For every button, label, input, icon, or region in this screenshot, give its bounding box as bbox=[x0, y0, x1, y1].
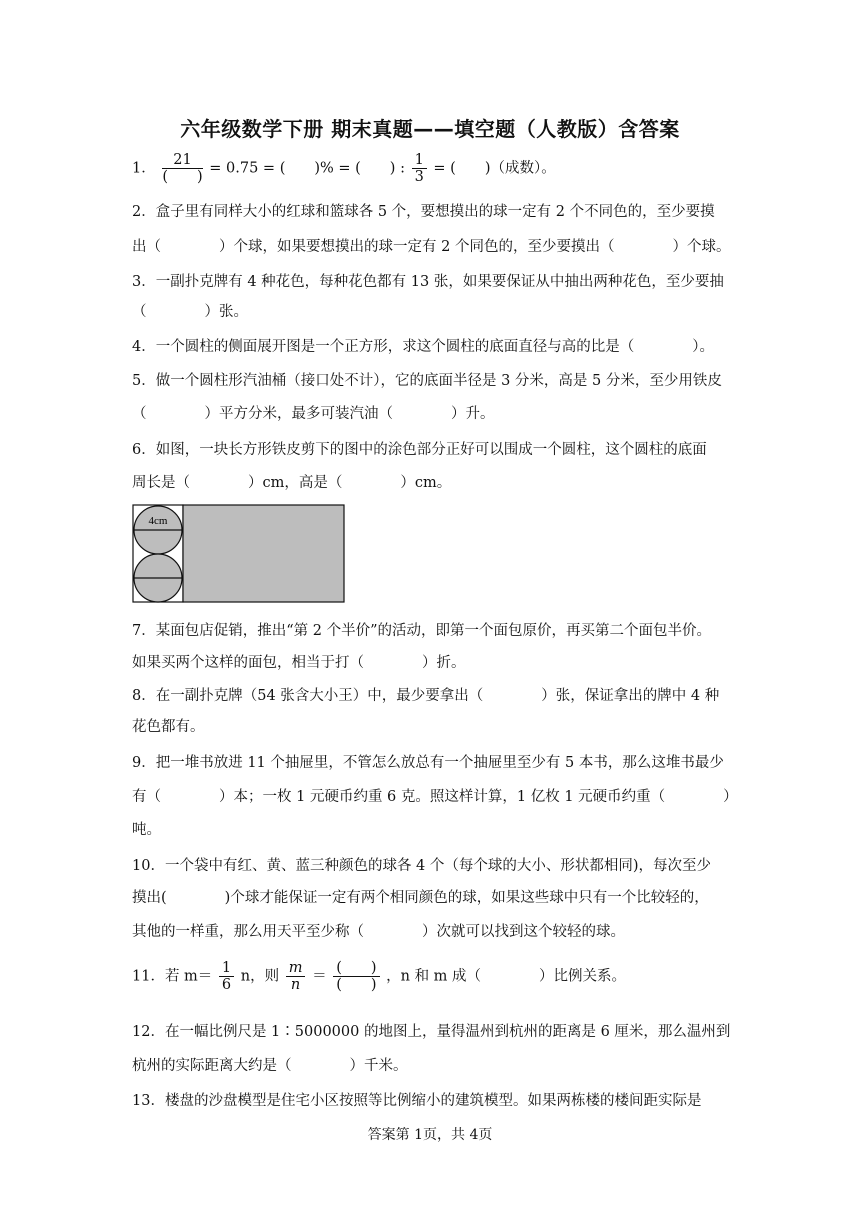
q1-fraction-2: $\frac{1}{3}$ bbox=[412, 152, 427, 185]
question-line: 周长是（ ）cm，高是（ ）cm。 bbox=[132, 475, 452, 491]
question-line: 4．一个圆柱的侧面展开图是一个正方形，求这个圆柱的底面直径与高的比是（ ）。 bbox=[132, 339, 714, 355]
cylinder-net-figure bbox=[132, 504, 346, 604]
question-line: 3．一副扑克牌有 4 种花色，每种花色都有 13 张，如果要保证从中抽出两种花色，至少要抽 bbox=[132, 274, 724, 290]
question-line: 8．在一副扑克牌（54 张含大小王）中，最少要拿出（ ）张，保证拿出的牌中 4 种 bbox=[132, 688, 720, 704]
question-line: 13．楼盘的沙盘模型是住宅小区按照等比例缩小的建筑模型。如果两栋楼的楼间距实际是 bbox=[132, 1093, 702, 1109]
q1-fraction: $\frac{21}{( )}$ bbox=[162, 152, 203, 185]
page-footer: 答案第 1页，共 4页 bbox=[367, 1127, 493, 1143]
diameter-label: 4cm bbox=[148, 515, 168, 527]
question-line: 10．一个袋中有红、黄、蓝三种颜色的球各 4 个（每个球的大小、形状都相同)，每次至少 bbox=[132, 858, 712, 874]
q1-equation-b: = ( )（成数）。 bbox=[433, 160, 556, 177]
question-line: 有（ ）本；一枚 1 元硬币约重 6 克。照这样计算，1 亿枚 1 元硬币约重（ ） bbox=[132, 789, 738, 805]
page-title: 六年级数学下册 期末真题——填空题（人教版）含答案 bbox=[180, 117, 680, 141]
rectangle-side bbox=[183, 505, 344, 602]
q1-number: 1． bbox=[132, 160, 156, 177]
question-line: 6．如图，一块长方形铁皮剪下的图中的涂色部分正好可以围成一个圆柱，这个圆柱的底面 bbox=[132, 442, 707, 458]
question-1 bbox=[132, 152, 556, 185]
question-line: 吨。 bbox=[132, 822, 161, 838]
question-line: 9．把一堆书放进 11 个抽屉里，不管怎么放总有一个抽屉里至少有 5 本书，那么这堆书最少 bbox=[132, 755, 724, 771]
question-line: （ ）张。 bbox=[132, 304, 248, 320]
question-line: 12．在一幅比例尺是 1∶5000000 的地图上，量得温州到杭州的距离是 6 厘米，那么温州到 bbox=[132, 1024, 731, 1040]
question-line: 花色都有。 bbox=[132, 719, 205, 735]
question-line: 杭州的实际距离大约是（ ）千米。 bbox=[132, 1058, 408, 1074]
question-line: 如果买两个这样的面包，相当于打（ ）折。 bbox=[132, 655, 466, 671]
q1-equation-a: = 0.75 = ( )% = ( ) : bbox=[209, 160, 405, 177]
question-line: 2．盒子里有同样大小的红球和篮球各 5 个，要想摸出的球一定有 2 个不同色的，至少要摸 bbox=[132, 204, 715, 220]
question-line: 其他的一样重，那么用天平至少称（ ）次就可以找到这个较轻的球。 bbox=[132, 924, 625, 940]
question-line: 7．某面包店促销，推出“第 2 个半价”的活动，即第一个面包原价，再买第二个面包半价。 bbox=[132, 623, 711, 639]
question-line: 5．做一个圆柱形汽油桶（接口处不计），它的底面半径是 3 分米，高是 5 分米，至少用铁皮 bbox=[132, 373, 722, 389]
question-11: 11．若 m＝ $\frac{1}{6}$ n，则 $\frac{m}{n}$ ＝ $\frac{( )}{( )}$ ，n 和 m 成（ ）比例关系。 bbox=[132, 960, 627, 993]
question-line: （ ）平方分米，最多可装汽油（ ）升。 bbox=[132, 406, 495, 422]
question-line: 出（ ）个球，如果要想摸出的球一定有 2 个同色的，至少要摸出（ ）个球。 bbox=[132, 239, 731, 255]
question-line: 摸出( )个球才能保证一定有两个相同颜色的球，如果这些球中只有一个比较轻的， bbox=[132, 890, 709, 906]
